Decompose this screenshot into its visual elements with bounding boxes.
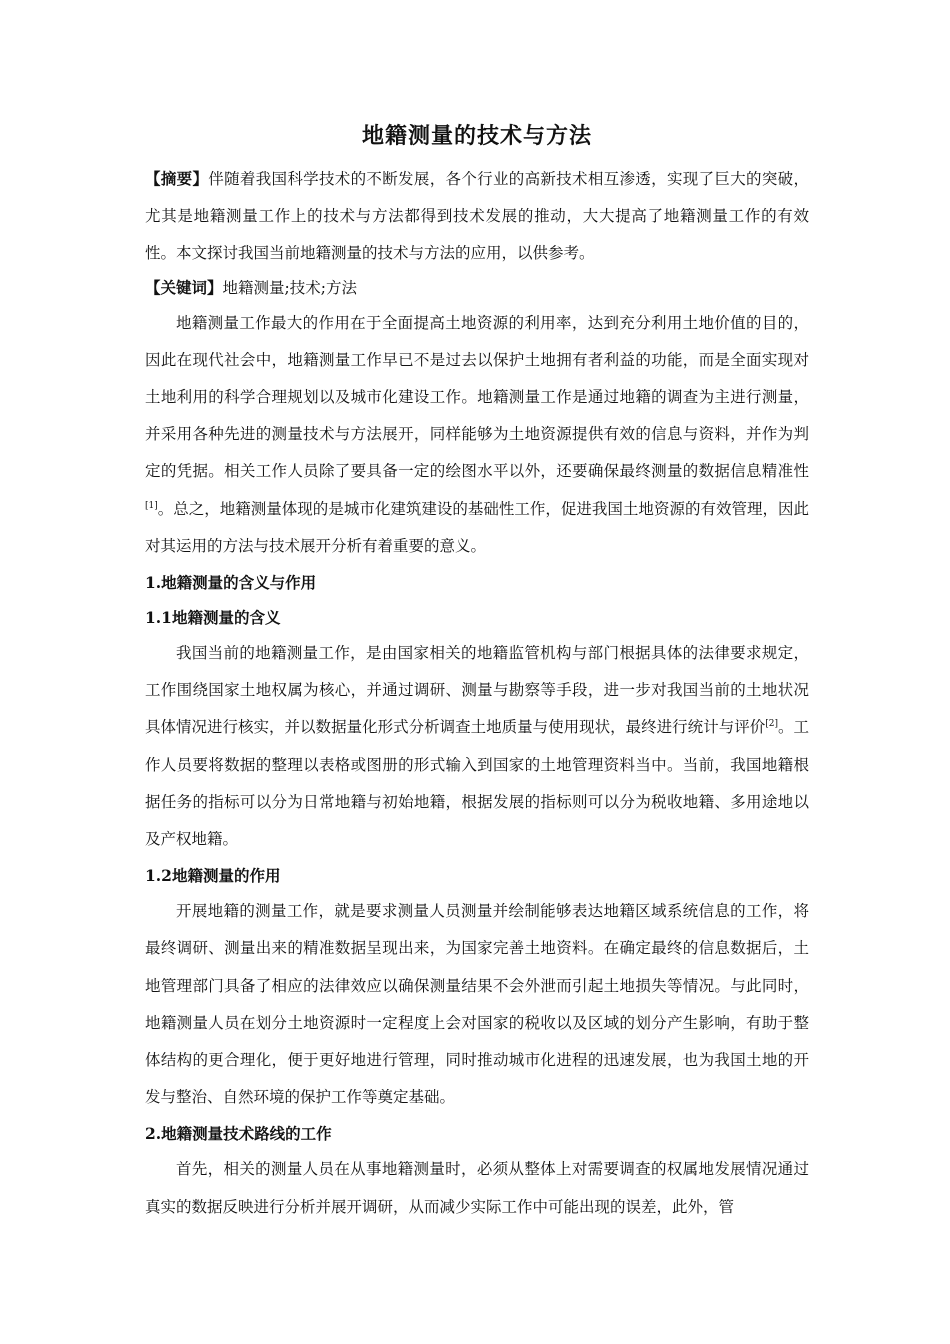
abstract-text: 伴随着我国科学技术的不断发展，各个行业的高新技术相互渗透，实现了巨大的突破，尤其是地籍测量工作上的技术与方法都得到技术发展的推动，大大提高了地籍测量工作的有效性。本文探讨我国当前地籍测量的技术与方法的应用，以供参考。: [145, 170, 809, 263]
section-1-2-paragraph: 开展地籍的测量工作，就是要求测量人员测量并绘制能够表达地籍区域系统信息的工作，将最终调研、测量出来的精准数据呈现出来，为国家完善土地资料。在确定最终的信息数据后，土地管理部门具备了相应的法律效应以确保测量结果不会外泄而引起土地损失等情况。与此同时，地籍测量人员在划分土地资源时一定程度上会对国家的税收以及区域的划分产生影响，有助于整体结构的更合理化，便于更好地进行管理，同时推动城市化进程的迅速发展，也为我国土地的开发与整治、自然环境的保护工作等奠定基础。: [145, 902, 809, 1107]
citation-ref-2: [2]: [765, 719, 778, 730]
section-2-paragraph: 首先，相关的测量人员在从事地籍测量时，必须从整体上对需要调查的权属地发展情况通过真实的数据反映进行分析并展开调研，从而减少实际工作中可能出现的误差，此外，管: [145, 1160, 809, 1216]
section-1-heading: 1.地籍测量的含义与作用: [145, 573, 317, 593]
citation-ref-1: [1]: [145, 500, 158, 511]
intro-text-part1: 地籍测量工作最大的作用在于全面提高土地资源的利用率，达到充分利用土地价值的目的，因此在现代社会中，地籍测量工作早已不是过去以保护土地拥有者利益的功能，而是全面实现对土地利用的科学合理规划以及城市化建设工作。地籍测量工作是通过地籍的调查为主进行测量，并采用各种先进的测量技术与方法展开，同样能够为土地资源提供有效的信息与资料，并作为判定的凭据。相关工作人员除了要具备一定的绘图水平以外，还要确保最终测量的数据信息精准性: [145, 313, 809, 481]
section-1-2-heading: 1.2地籍测量的作用: [145, 866, 281, 886]
intro-text-part2: 。总之，地籍测量体现的是城市化建筑建设的基础性工作，促进我国土地资源的有效管理，因此对其运用的方法与技术展开分析有着重要的意义。: [145, 499, 809, 555]
document-title: 地籍测量的技术与方法: [361, 123, 592, 149]
intro-paragraph: [145, 305, 809, 565]
section-1-1-paragraph: [145, 635, 809, 858]
abstract-label: 【摘要】: [145, 169, 209, 188]
document-body: [145, 118, 809, 1226]
keywords-line: [145, 273, 809, 303]
section-2-heading: 2.地籍测量技术路线的工作: [145, 1124, 332, 1144]
section-1-1-heading: 1.1地籍测量的含义: [145, 608, 281, 628]
section-1-1-text-part2: 。工作人员要将数据的整理以表格或图册的形式输入到国家的土地管理资料当中。当前，我国地籍根据任务的指标可以分为日常地籍与初始地籍，根据发展的指标则可以分为税收地籍、多用途地以及产权地籍。: [145, 718, 809, 849]
keywords-label: 【关键词】: [145, 277, 223, 297]
keywords-text: 地籍测量;技术;方法: [222, 278, 357, 297]
section-1-1-text-part1: 我国当前的地籍测量工作，是由国家相关的地籍监管机构与部门根据具体的法律要求规定，工作围绕国家土地权属为核心，并通过调研、测量与勘察等手段，进一步对我国当前的土地状况具体情况进行核实，并以数据量化形式分析调查土地质量与使用现状，最终进行统计与评价: [145, 644, 809, 737]
abstract-paragraph: [145, 160, 809, 273]
